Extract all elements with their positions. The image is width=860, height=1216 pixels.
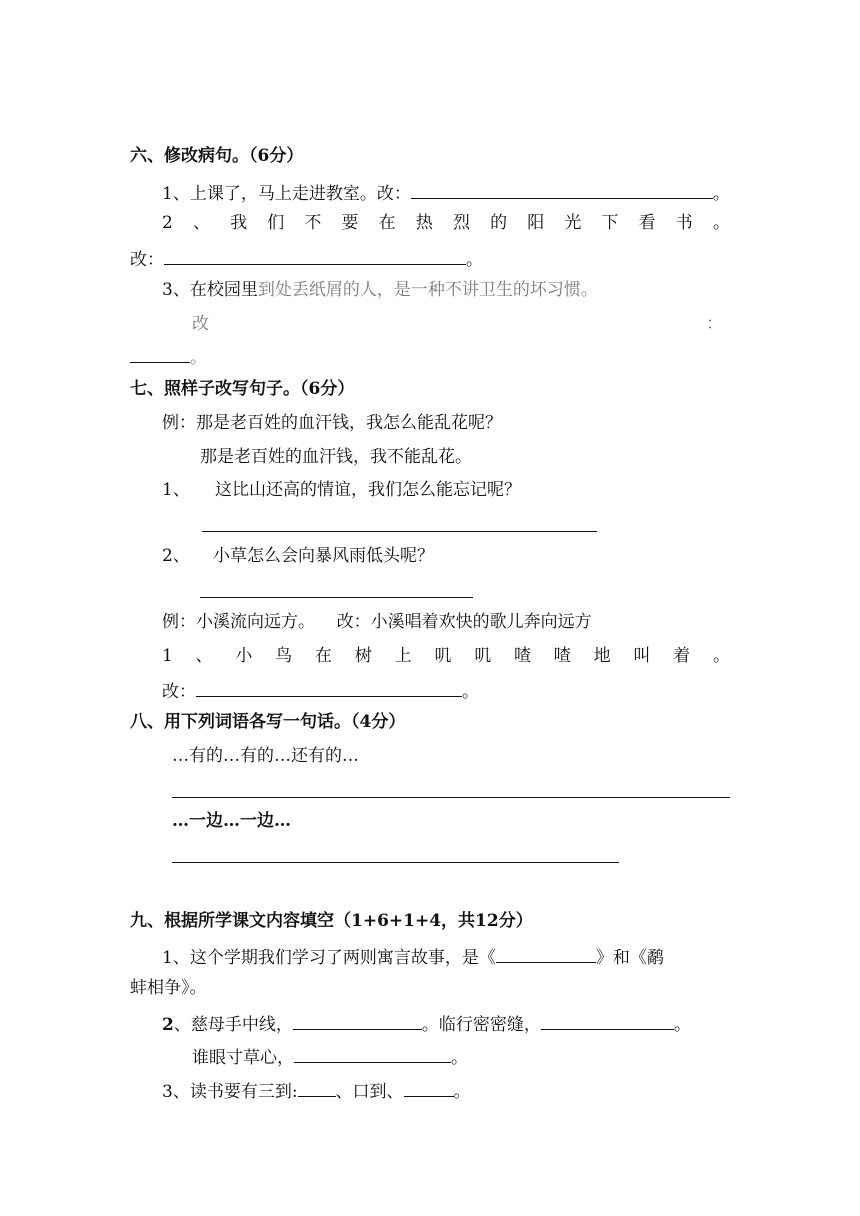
section-7-heading: 七、照样子改写句子。（6分） [130,379,355,399]
s6-q2-char: 的 [490,213,508,233]
s9-q2-text-a: 、慈母手中线， [173,1015,293,1035]
s7-q3-char: 。 [712,646,730,666]
s7-example2: 例：小溪流向远方。 改：小溪唱着欢快的歌儿奔向远方 [162,612,592,632]
s6-q2-answer-line[interactable] [164,249,466,265]
section-8-heading: 八、用下列词语各写一句话。（4分） [130,712,406,732]
s6-q2-char: 书 [675,213,693,233]
s6-q3-rest: 到处丢纸屑的人，是一种不讲卫生的坏习惯。 [257,280,598,300]
s7-q2-text: 小草怎么会向暴风雨低头呢？ [213,546,434,566]
s6-q2-char: 下 [601,213,619,233]
s6-q2-char: 。 [712,213,730,233]
s9-q2 [162,1014,691,1034]
s9-q2-text-c: 。 [673,1015,691,1035]
s6-q2-char: 在 [378,213,396,233]
s7-q3-char: 1 [162,646,173,666]
s7-q3-char: 鸟 [275,646,293,666]
s6-q2-char: 看 [638,213,656,233]
s6-q2-answer [130,249,483,269]
s6-q3-answer-line[interactable] [130,347,190,363]
s7-q3-char: 叽 [474,646,492,666]
s9-q2-text-b: 。临行密密缝， [421,1015,541,1035]
s6-q2-char: 光 [564,213,582,233]
s7-q2-num: 2、 [162,546,190,566]
s6-q3-colon: ： [706,314,723,334]
s9-q1 [162,947,664,967]
s7-q1-answer-line[interactable] [202,531,597,532]
s7-q3-char: 喳 [514,646,531,666]
s8-answer-line-2[interactable] [172,862,619,863]
s6-q3-end: 。 [190,348,207,368]
s9-q2-answer-line-3[interactable] [294,1047,451,1063]
s6-q3 [162,282,598,299]
s6-q3-num: 3、在校园里 [162,280,258,300]
s9-q2-answer-line-2[interactable] [541,1014,674,1030]
s6-q2-char: 2 [162,213,173,233]
s6-q3-gai: 改 [192,314,209,334]
section-9-heading: 九、根据所学课文内容填空（1+6+1+4，共12分） [130,911,533,931]
s7-q3-label: 改： [162,682,196,702]
s6-q2-char: 们 [267,213,285,233]
s8-answer-line-1[interactable] [172,797,730,798]
s9-q2-line2 [192,1047,468,1067]
s7-q3-char: 上 [394,646,412,666]
s6-q2-char: 不 [304,213,322,233]
s6-q2-label: 改： [130,250,164,270]
s6-q2-char: 、 [192,213,210,233]
s9-q2-num: 2 [162,1015,174,1035]
s7-q3-char: 着 [673,646,691,666]
s9-q3-text-c: 。 [453,1082,471,1102]
s9-q3-answer-line-2[interactable] [404,1081,454,1097]
s9-q3-text-b: 、口到、 [335,1082,404,1102]
s9-q1-text-b: 》和《鹬 [595,948,664,968]
s6-q2-sentence [162,215,730,232]
s7-q3-end: 。 [462,682,479,702]
s7-q3-answer [162,681,479,701]
s9-q1-answer-line[interactable] [496,947,596,963]
s6-q2-char: 热 [415,213,433,233]
s9-q1-text-a: 1、这个学期我们学习了两则寓言故事，是《 [162,948,496,968]
s7-example1-answer: 那是老百姓的血汗钱，我不能乱花。 [200,447,472,467]
s6-q2-char: 要 [341,213,359,233]
s6-q1-end: 。 [712,184,730,204]
s6-q3-answer [130,347,207,367]
s7-q3-char: 、 [195,646,213,666]
section-6-heading: 六、修改病句。（6分） [130,146,304,166]
s6-q1-text: 1、上课了，马上走进教室。改： [162,184,411,204]
s9-q1-cont: 蚌相争》。 [130,978,207,998]
s7-example1-question: 例：那是老百姓的血汗钱，我怎么能乱花呢？ [162,413,502,433]
s6-q2-char: 我 [230,213,248,233]
s7-q3-answer-line[interactable] [196,681,462,697]
s7-q3-char: 地 [593,646,611,666]
s6-q2-char: 阳 [527,213,545,233]
s9-q3 [162,1081,471,1101]
s9-q3-answer-line-1[interactable] [298,1081,336,1097]
s8-word1: …有的…有的…还有的… [172,746,359,766]
s9-q2-text-d: 谁眼寸草心， [192,1048,294,1068]
s6-q2-char: 烈 [452,213,470,233]
s7-q3-char: 树 [354,646,372,666]
s7-q3-char: 叽 [434,646,452,666]
s7-q3-char: 叫 [633,646,651,666]
s9-q2-answer-line-1[interactable] [293,1014,422,1030]
s6-q2-end: 。 [466,250,483,270]
s9-q3-text-a: 3、读书要有三到: [162,1082,298,1102]
s9-q2-text-e: 。 [451,1048,468,1068]
s7-q2-answer-line[interactable] [200,597,473,598]
s7-q3-char: 小 [235,646,253,666]
s8-word2: …一边…一边… [172,811,291,831]
s7-q1-text: 这比山还高的情谊，我们怎么能忘记呢？ [215,480,521,500]
s7-q3-char: 喳 [553,646,571,666]
s6-q1 [162,183,730,203]
s7-q3-sentence [162,648,730,665]
s7-q1-num: 1、 [162,480,190,500]
s6-q1-answer-line[interactable] [411,183,713,199]
s7-q3-char: 在 [315,646,333,666]
